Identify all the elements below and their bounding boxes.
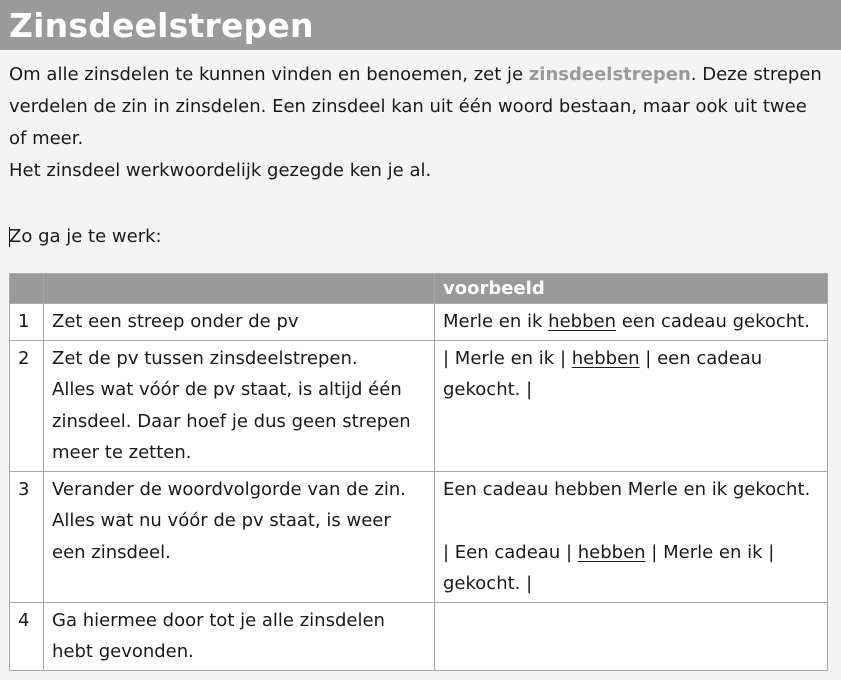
- step-text-cell: [44, 304, 435, 341]
- step-text-cell: [44, 602, 435, 670]
- intro-text: Om alle zinsdelen te kunnen vinden en benoemen, zet je: [9, 64, 529, 85]
- step-text-line: Alles wat vóór de pv staat, is altijd één: [52, 379, 402, 400]
- table-row: [10, 340, 828, 471]
- example-text: | Merle en ik |: [645, 541, 775, 563]
- example-text: een cadeau gekocht.: [615, 311, 810, 332]
- step-text-line: Zet een streep onder de pv: [52, 311, 299, 332]
- step-text-line: Alles wat nu vóór de pv staat, is weer: [52, 510, 391, 531]
- underlined-verb: hebben: [548, 311, 616, 332]
- steps-heading-text: Zo ga je te werk:: [9, 226, 162, 247]
- table-row: [10, 304, 828, 341]
- example-text: | Een cadeau |: [443, 541, 578, 563]
- example-cell-empty: [435, 602, 828, 670]
- intro-line-3: of meer.: [9, 128, 84, 149]
- step-text-line: meer te zetten.: [52, 442, 192, 463]
- step-text-line: Zet de pv tussen zinsdeelstrepen.: [52, 347, 358, 369]
- example-text: | Merle en ik |: [443, 347, 572, 369]
- example-line: gekocht. |: [443, 573, 533, 594]
- intro-paragraph: [9, 59, 829, 187]
- header-cell-step: [44, 274, 435, 304]
- step-text-cell: [44, 340, 435, 471]
- step-text-line: zinsdeel. Daar hoef je dus geen strepen: [52, 410, 411, 432]
- step-text-cell: [44, 471, 435, 602]
- table-header-row: [10, 274, 828, 304]
- table-row: [10, 602, 828, 670]
- steps-heading[interactable]: [9, 221, 162, 253]
- intro-line-2: verdelen de zin in zinsdelen. Een zinsdeel kan uit één woord bestaan, maar ook uit twee: [9, 96, 807, 117]
- highlight-term: zinsdeelstrepen: [528, 64, 691, 85]
- example-line: Een cadeau hebben Merle en ik gekocht.: [443, 478, 811, 500]
- step-text-line: Verander de woordvolgorde van de zin.: [52, 478, 406, 500]
- underlined-verb: hebben: [577, 541, 646, 563]
- step-text-line: hebt gevonden.: [52, 641, 194, 662]
- example-line: [443, 306, 819, 338]
- intro-text: . Deze strepen: [690, 64, 822, 85]
- underlined-verb: hebben: [571, 347, 640, 369]
- blank-line: [443, 505, 819, 537]
- step-number: 4: [10, 602, 44, 670]
- step-number: 2: [10, 340, 44, 471]
- intro-line-1: [9, 59, 829, 91]
- example-line: gekocht. |: [443, 379, 533, 400]
- example-cell: [435, 471, 828, 602]
- step-text-line: een zinsdeel.: [52, 541, 171, 563]
- example-text: | een cadeau: [639, 347, 763, 369]
- intro-line-4: Het zinsdeel werkwoordelijk gezegde ken je al.: [9, 160, 432, 181]
- table-row: [10, 471, 828, 602]
- step-number: 1: [10, 304, 44, 341]
- example-line: [443, 537, 819, 569]
- steps-table: [9, 273, 828, 671]
- header-cell-example: voorbeeld: [435, 274, 828, 304]
- header-cell-number: [10, 274, 44, 304]
- step-number: 3: [10, 471, 44, 602]
- example-cell: [435, 340, 828, 471]
- example-text: Merle en ik: [443, 311, 549, 332]
- page-title: Zinsdeelstrepen: [9, 6, 314, 45]
- header-bar: [0, 0, 841, 50]
- example-cell: [435, 304, 828, 341]
- step-text-line: Ga hiermee door tot je alle zinsdelen: [52, 609, 385, 631]
- example-line: [443, 343, 819, 375]
